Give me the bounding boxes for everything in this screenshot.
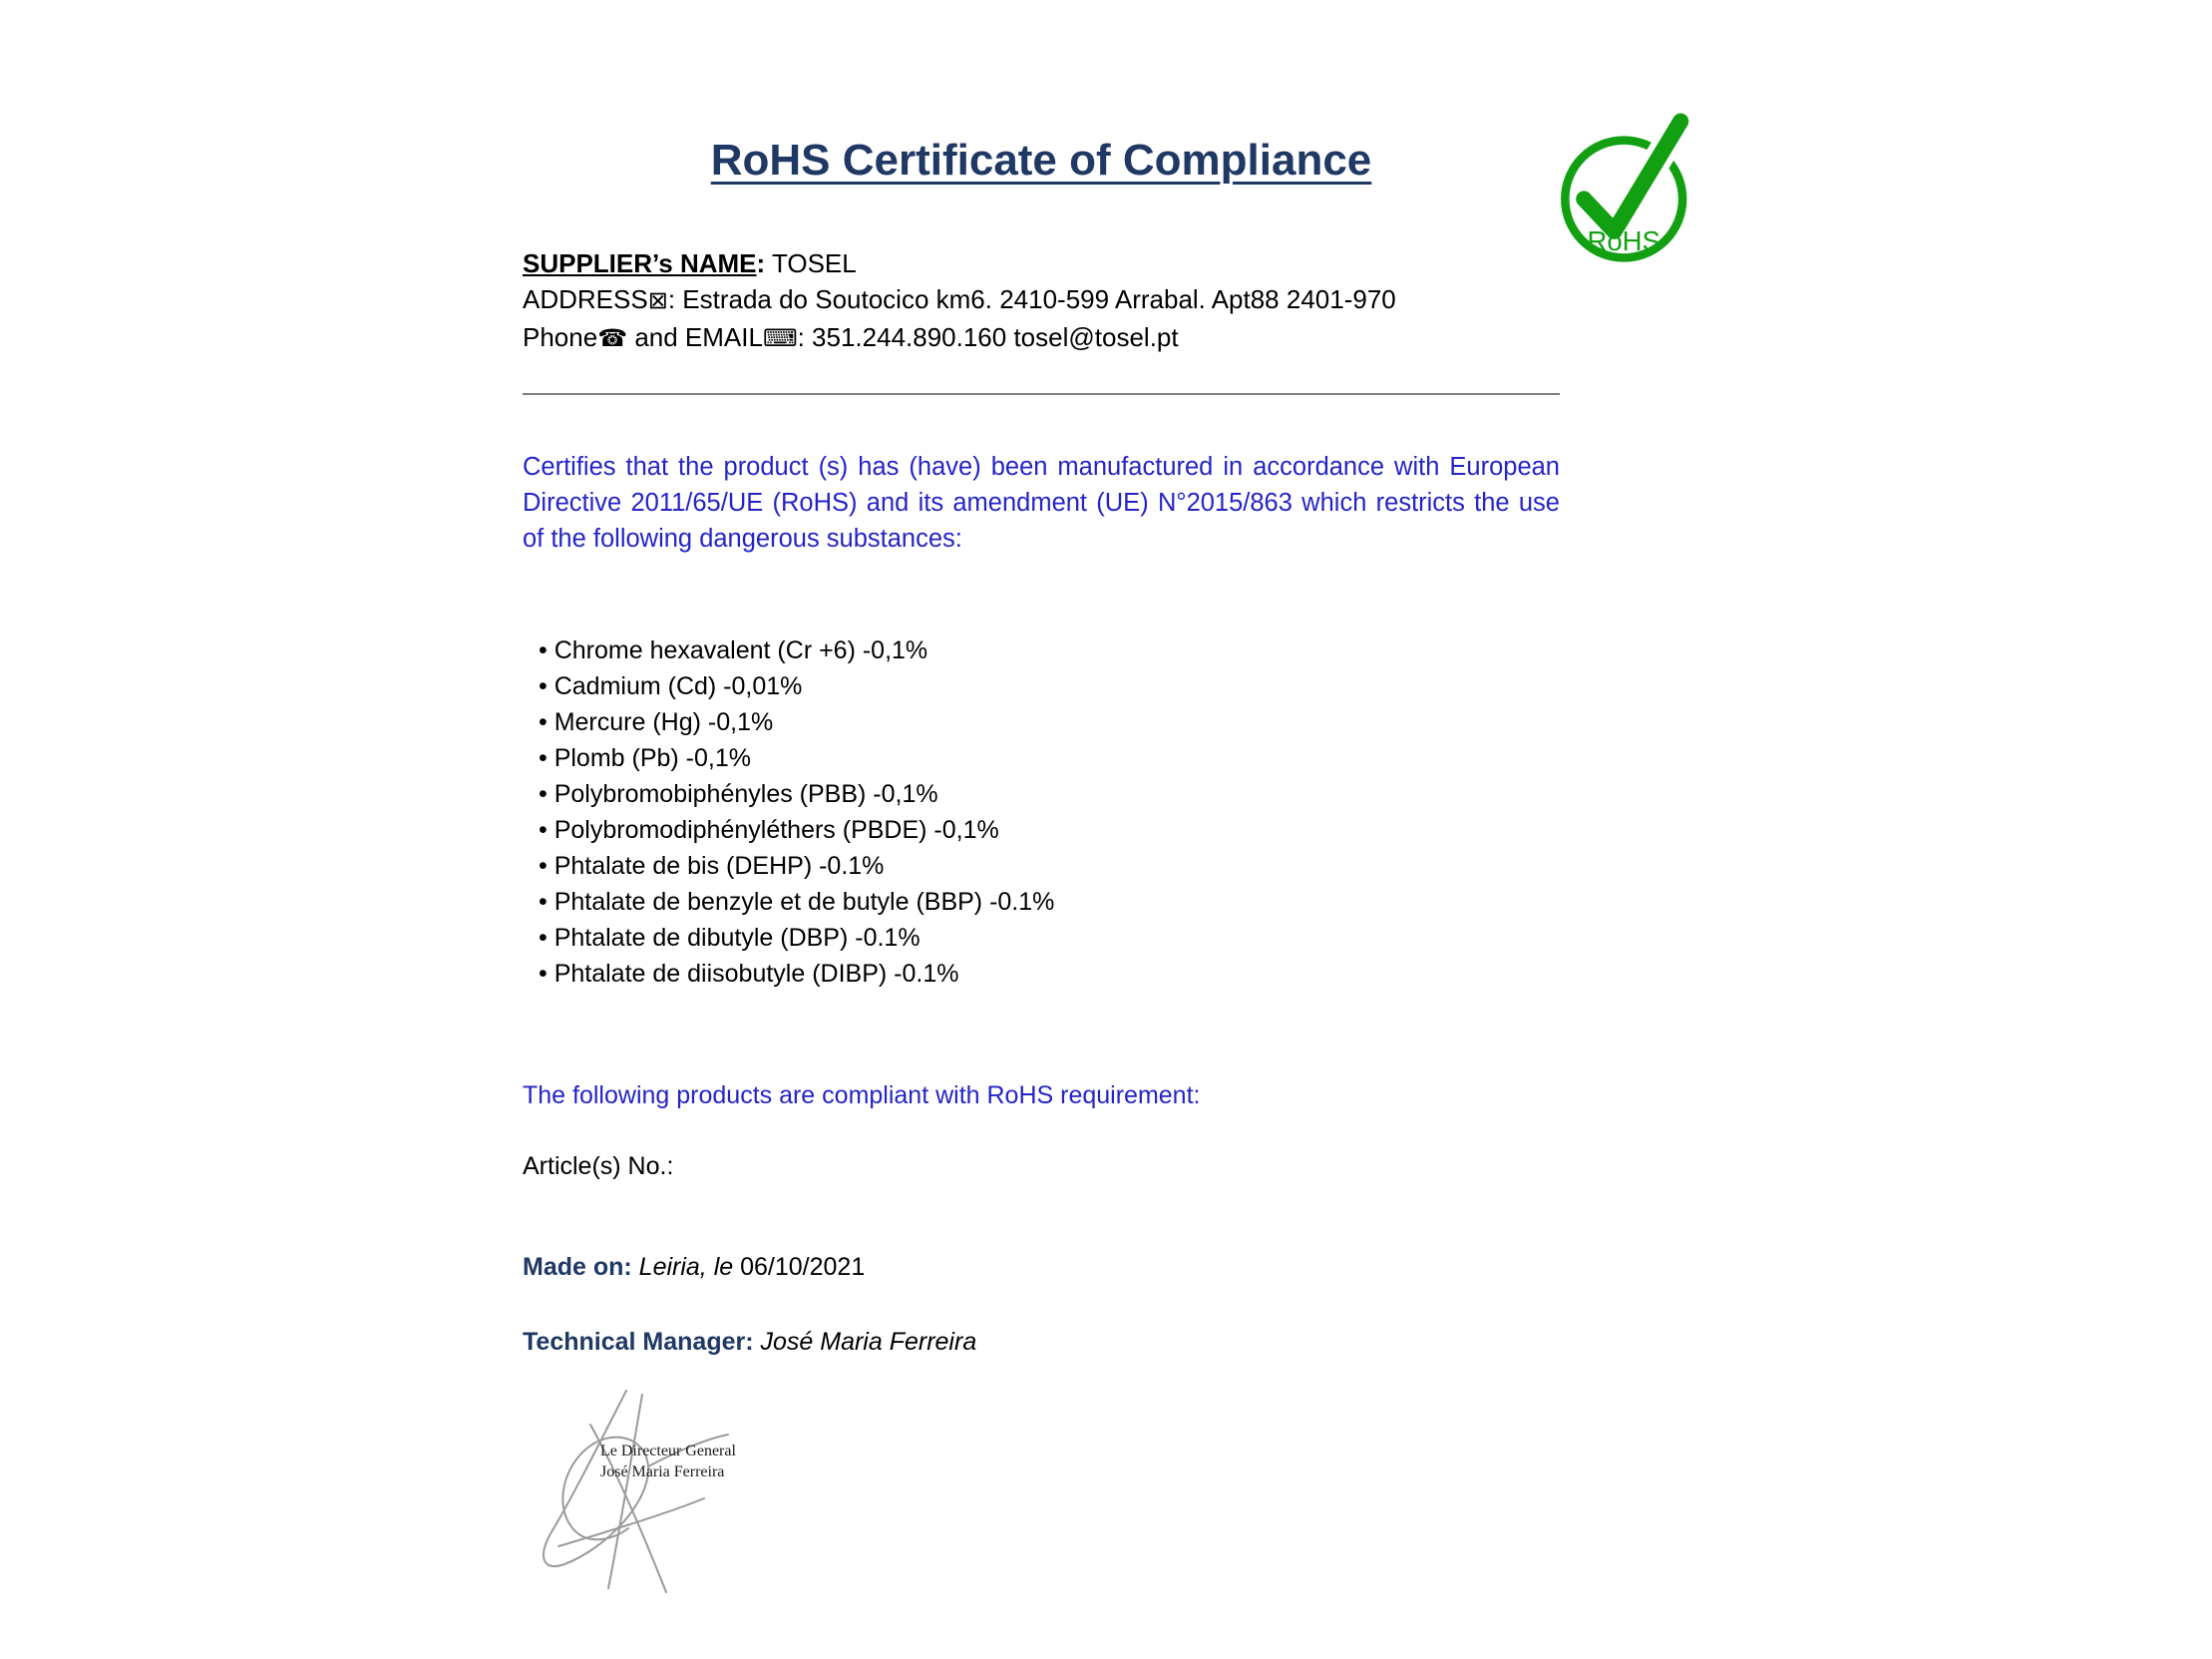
phone-label: Phone [523, 322, 598, 352]
technical-manager-line [523, 1328, 1560, 1357]
substance-item: • Phtalate de dibutyle (DBP) -0.1% [539, 920, 1560, 956]
substance-item: • Phtalate de benzyle et de butyle (BBP) -0.1% [539, 884, 1560, 920]
email-label: and EMAIL [627, 322, 763, 352]
articles-label: Article(s) No.: [523, 1152, 674, 1180]
made-on-line [523, 1253, 1560, 1282]
supplier-address-line [523, 281, 1560, 319]
technical-manager-name: José Maria Ferreira [753, 1328, 977, 1356]
divider-line [523, 393, 1560, 395]
compliance-line: The following products are compliant with RoHS requirement: [523, 1081, 1201, 1109]
signature-text [600, 1441, 736, 1482]
contact-value: : 351.244.890.160 tosel@tosel.pt [797, 322, 1179, 352]
signature-scribble [529, 1381, 858, 1600]
rohs-logo-label: RoHS [1587, 224, 1660, 256]
made-on-label: Made on: [523, 1253, 632, 1281]
made-on-place: Leiria, le [631, 1253, 741, 1281]
supplier-name-value: TOSEL [765, 248, 857, 278]
substance-item: • Polybromobiphényles (PBB) -0,1% [539, 776, 1560, 812]
supplier-block [523, 245, 1560, 357]
address-label: ADDRESS [523, 284, 648, 314]
substance-item: • Polybromodiphényléthers (PBDE) -0,1% [539, 812, 1560, 848]
signature-line2: José Maria Ferreira [600, 1463, 725, 1480]
supplier-name-colon: : [756, 248, 766, 278]
rohs-logo [1552, 108, 1703, 271]
envelope-icon: ⊠ [647, 287, 668, 314]
phone-icon: ☎ [597, 325, 628, 352]
certification-statement: Certifies that the product (s) has (have) been manufactured in accordance with European Directive 2011/65/UE (RoHS) and its amendment (UE) N°2015/863 which restricts the use of the following dangerous substances: [523, 453, 1560, 553]
substances-list [523, 632, 1560, 992]
made-on-date: 06/10/2021 [740, 1253, 866, 1281]
substance-item: • Mercure (Hg) -0,1% [539, 704, 1560, 740]
substance-item: • Plomb (Pb) -0,1% [539, 740, 1560, 776]
supplier-contact-line [523, 319, 1560, 357]
substance-item: • Phtalate de diisobutyle (DIBP) -0.1% [539, 956, 1560, 992]
substance-item: • Chrome hexavalent (Cr +6) -0,1% [539, 632, 1560, 668]
signature-block [529, 1381, 858, 1600]
substance-item: • Phtalate de bis (DEHP) -0.1% [539, 848, 1560, 884]
computer-icon: ⌨ [762, 325, 798, 352]
technical-manager-label: Technical Manager: [523, 1328, 754, 1356]
address-value: : Estrada do Soutocico km6. 2410-599 Arrabal. Apt88 2401-970 [667, 284, 1396, 314]
page-title: RoHS Certificate of Compliance [710, 136, 1372, 185]
signature-line1: Le Directeur General [600, 1443, 736, 1459]
substance-item: • Cadmium (Cd) -0,01% [539, 668, 1560, 704]
supplier-name-line [523, 245, 1560, 281]
supplier-name-label: SUPPLIER’s NAME [523, 248, 757, 278]
rohs-logo-graphic [1552, 108, 1703, 271]
